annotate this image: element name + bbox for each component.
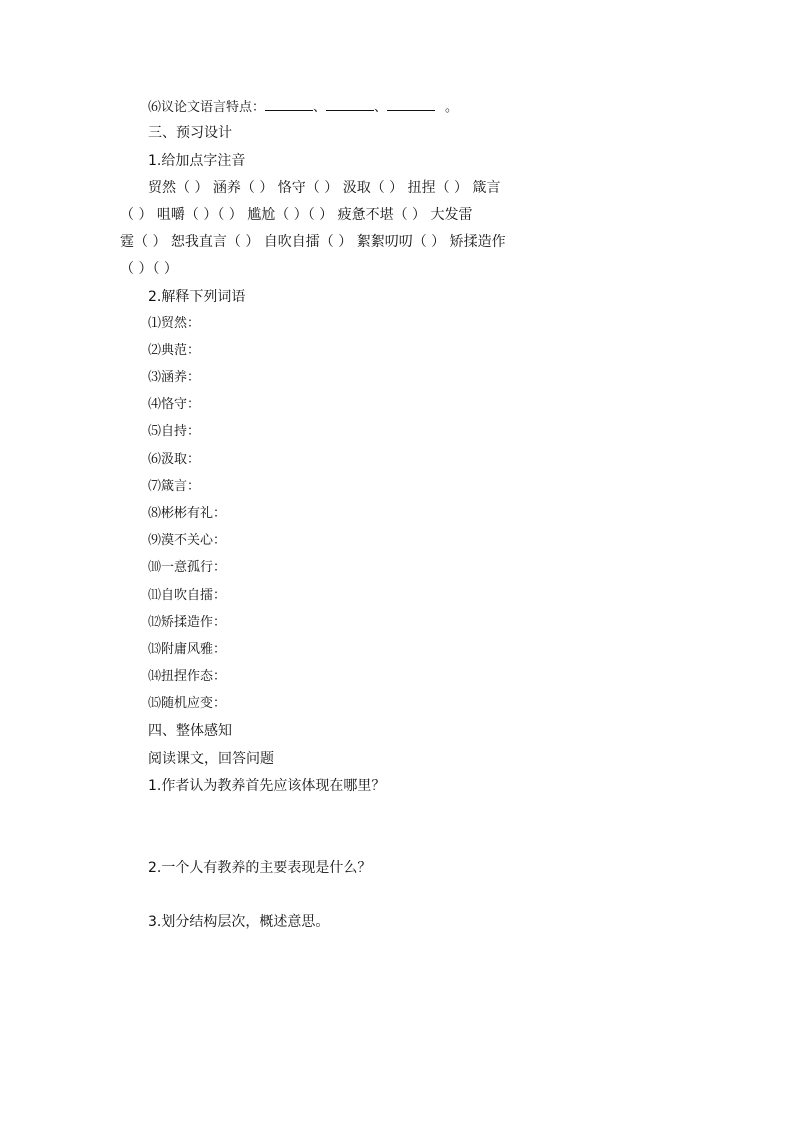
term-item: ⑹汲取： (148, 452, 201, 467)
term-item: ⑴贸然： (148, 316, 201, 331)
question-3: 3.划分结构层次，概述意思。 (148, 914, 330, 930)
term-item: ⒁扭捏作态： (148, 669, 227, 684)
pinyin-row-2: （ ） 咀嚼（ ）（ ） 尴尬（ ）（ ） 疲惫不堪（ ） 大发雷 (120, 207, 473, 223)
question-pinyin-title: 1.给加点字注音 (148, 153, 246, 169)
essay-language-features-label: ⑹议论文语言特点： (148, 100, 266, 115)
term-item: ⑷恪守： (148, 397, 201, 412)
pinyin-row-1: 贸然（ ） 涵养（ ） 恪守（ ） 汲取（ ） 扭捏（ ） 箴言 (148, 180, 501, 196)
term-item: ⑶涵养： (148, 370, 201, 385)
term-item: ⒀附庸风雅： (148, 642, 227, 657)
section-title-preview: 三、预习设计 (148, 125, 232, 141)
separator: 、 (313, 100, 327, 115)
reading-intro: 阅读课文，回答问题 (148, 751, 274, 767)
section-title-overall: 四、整体感知 (148, 723, 232, 739)
line-end: 。 (445, 100, 459, 115)
question-explain-title: 2.解释下列词语 (148, 289, 246, 305)
answer-blank-2[interactable] (326, 98, 374, 111)
separator: 、 (374, 100, 388, 115)
pinyin-row-4: （ ）（ ） (120, 261, 178, 277)
term-item: ⑸自持： (148, 424, 201, 439)
question-1: 1.作者认为教养首先应该体现在哪里？ (148, 778, 386, 794)
term-item: ⑿矫揉造作： (148, 615, 227, 630)
pinyin-row-3: 霆（ ） 恕我直言（ ） 自吹自擂（ ） 絮絮叨叨（ ） 矫揉造作 (120, 234, 506, 250)
answer-blank-1[interactable] (265, 98, 313, 111)
term-item: ⑺箴言： (148, 479, 201, 494)
term-item: ⒂随机应变： (148, 696, 227, 711)
term-item: ⑽一意孤行： (148, 560, 227, 575)
essay-language-features-line (148, 98, 458, 117)
term-item: ⑼漠不关心： (148, 533, 227, 548)
term-item: ⑻彬彬有礼： (148, 506, 227, 521)
answer-blank-3[interactable] (387, 98, 435, 111)
term-item: ⑵典范： (148, 343, 201, 358)
term-item: ⑾自吹自擂： (148, 588, 227, 603)
question-2: 2.一个人有教养的主要表现是什么？ (148, 860, 372, 876)
